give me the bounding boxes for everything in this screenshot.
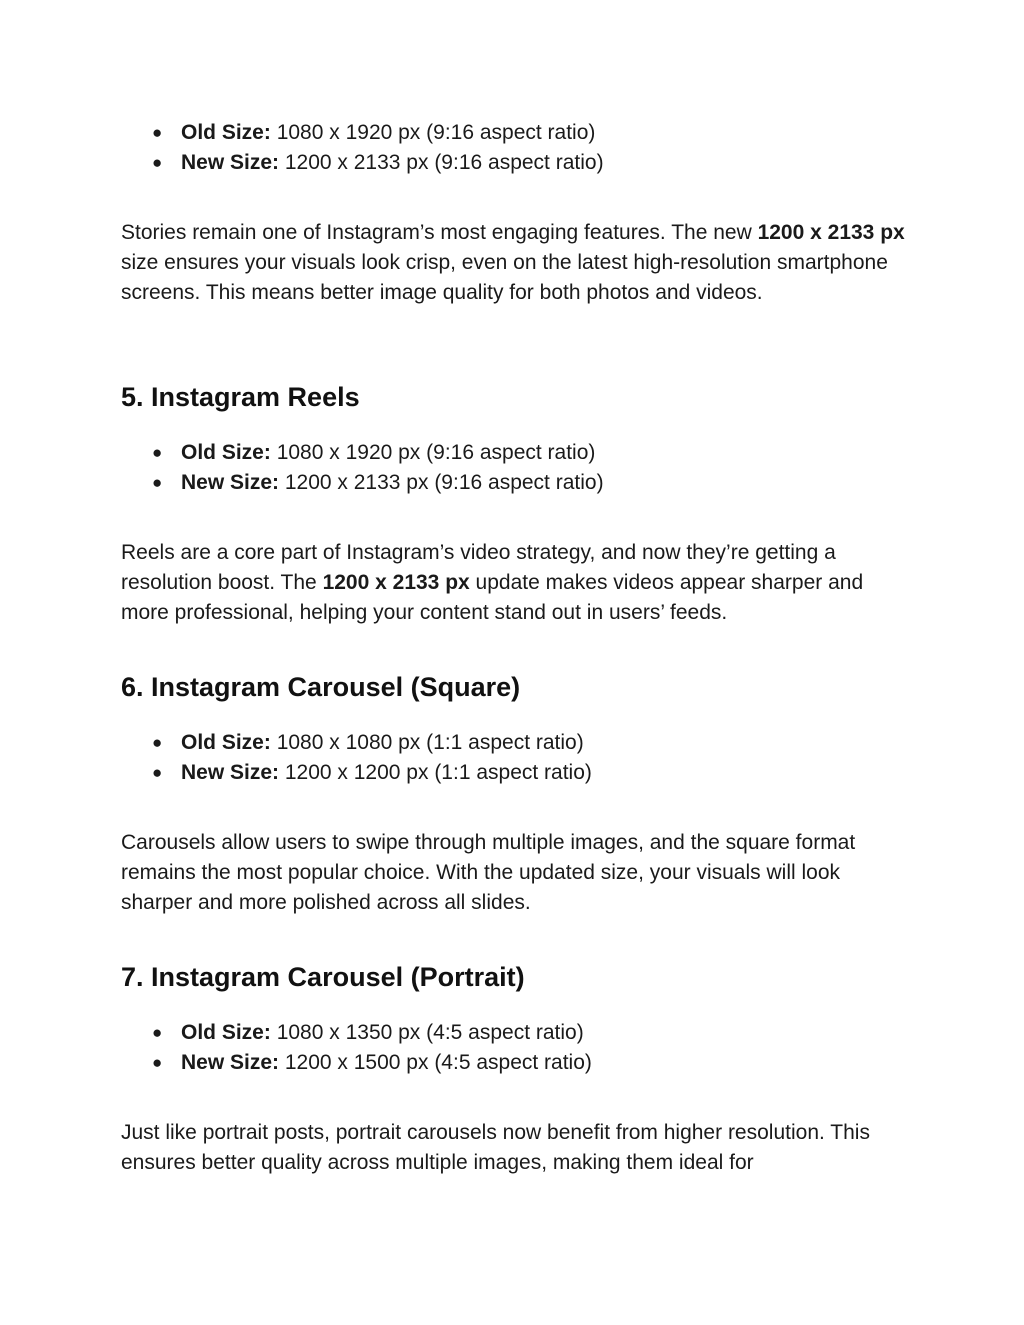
section-heading: 5. Instagram Reels: [121, 382, 360, 412]
bold-text-run: 1200 x 2133 px: [757, 221, 905, 244]
story-size-list: [121, 118, 911, 178]
new-size-value: 1200 x 2133 px (9:16 aspect ratio): [279, 151, 604, 174]
reels-size-list: [121, 438, 911, 498]
text-run: Reels are a core part of Instagram’s video strategy, and now they’re getting a resolution boost. The: [121, 541, 836, 594]
text-run: Stories remain one of Instagram’s most engaging features. The new: [121, 221, 758, 244]
old-size-value: 1080 x 1350 px (4:5 aspect ratio): [270, 1021, 584, 1044]
list-item: [121, 468, 911, 498]
old-size-value: 1080 x 1920 px (9:16 aspect ratio): [270, 441, 596, 464]
text-run: update makes videos appear sharper and more professional, helping your content stand out in users’ feeds.: [121, 571, 864, 624]
list-item: [121, 758, 911, 788]
text-run: size ensures your visuals look crisp, even on the latest high-resolution smartphone screens. This means better image quality for both photos and videos.: [121, 251, 888, 304]
new-size-value: 1200 x 1200 px (1:1 aspect ratio): [279, 761, 592, 784]
new-size-value: 1200 x 2133 px (9:16 aspect ratio): [279, 471, 604, 494]
carousel-portrait-size-list: [121, 1018, 911, 1078]
carousel-square-paragraph-block: [121, 828, 911, 918]
reels-paragraph: [121, 538, 911, 628]
new-size-value: 1200 x 1500 px (4:5 aspect ratio): [279, 1051, 592, 1074]
reels-paragraph-block: [121, 538, 911, 628]
carousel-square-heading-block: [121, 670, 911, 704]
reels-heading-block: [121, 380, 911, 414]
old-size-label: Old Size:: [181, 121, 271, 144]
story-paragraph: [121, 218, 911, 308]
list-item: [121, 438, 911, 468]
list-item: [121, 148, 911, 178]
carousel-portrait-heading-block: [121, 960, 911, 994]
new-size-label: New Size:: [181, 1051, 280, 1074]
bullet-icon: ●: [152, 1053, 163, 1072]
bold-text-run: 1200 x 2133 px: [322, 571, 470, 594]
new-size-label: New Size:: [181, 761, 280, 784]
carousel-square-paragraph: Carousels allow users to swipe through multiple images, and the square format remains the most popular choice. With the updated size, your visuals will look sharper and more polished across all slides.: [121, 831, 856, 914]
new-size-label: New Size:: [181, 471, 280, 494]
bullet-icon: ●: [152, 473, 163, 492]
old-size-label: Old Size:: [181, 441, 271, 464]
old-size-value: 1080 x 1920 px (9:16 aspect ratio): [270, 121, 596, 144]
bullet-icon: ●: [152, 153, 163, 172]
carousel-portrait-paragraph: Just like portrait posts, portrait carousels now benefit from higher resolution. This ensures better quality across multiple images, making them ideal for: [121, 1121, 870, 1174]
list-item: [121, 1018, 911, 1048]
old-size-label: Old Size:: [181, 1021, 271, 1044]
old-size-value: 1080 x 1080 px (1:1 aspect ratio): [270, 731, 584, 754]
bullet-icon: ●: [152, 763, 163, 782]
bullet-icon: ●: [152, 123, 163, 142]
list-item: [121, 728, 911, 758]
section-heading: 6. Instagram Carousel (Square): [121, 672, 521, 702]
section-heading: 7. Instagram Carousel (Portrait): [121, 962, 525, 992]
old-size-label: Old Size:: [181, 731, 271, 754]
carousel-portrait-paragraph-block: [121, 1118, 911, 1178]
list-item: [121, 118, 911, 148]
carousel-square-size-list: [121, 728, 911, 788]
new-size-label: New Size:: [181, 151, 280, 174]
list-item: [121, 1048, 911, 1078]
bullet-icon: ●: [152, 733, 163, 752]
bullet-icon: ●: [152, 443, 163, 462]
story-paragraph-block: [121, 218, 911, 308]
bullet-icon: ●: [152, 1023, 163, 1042]
